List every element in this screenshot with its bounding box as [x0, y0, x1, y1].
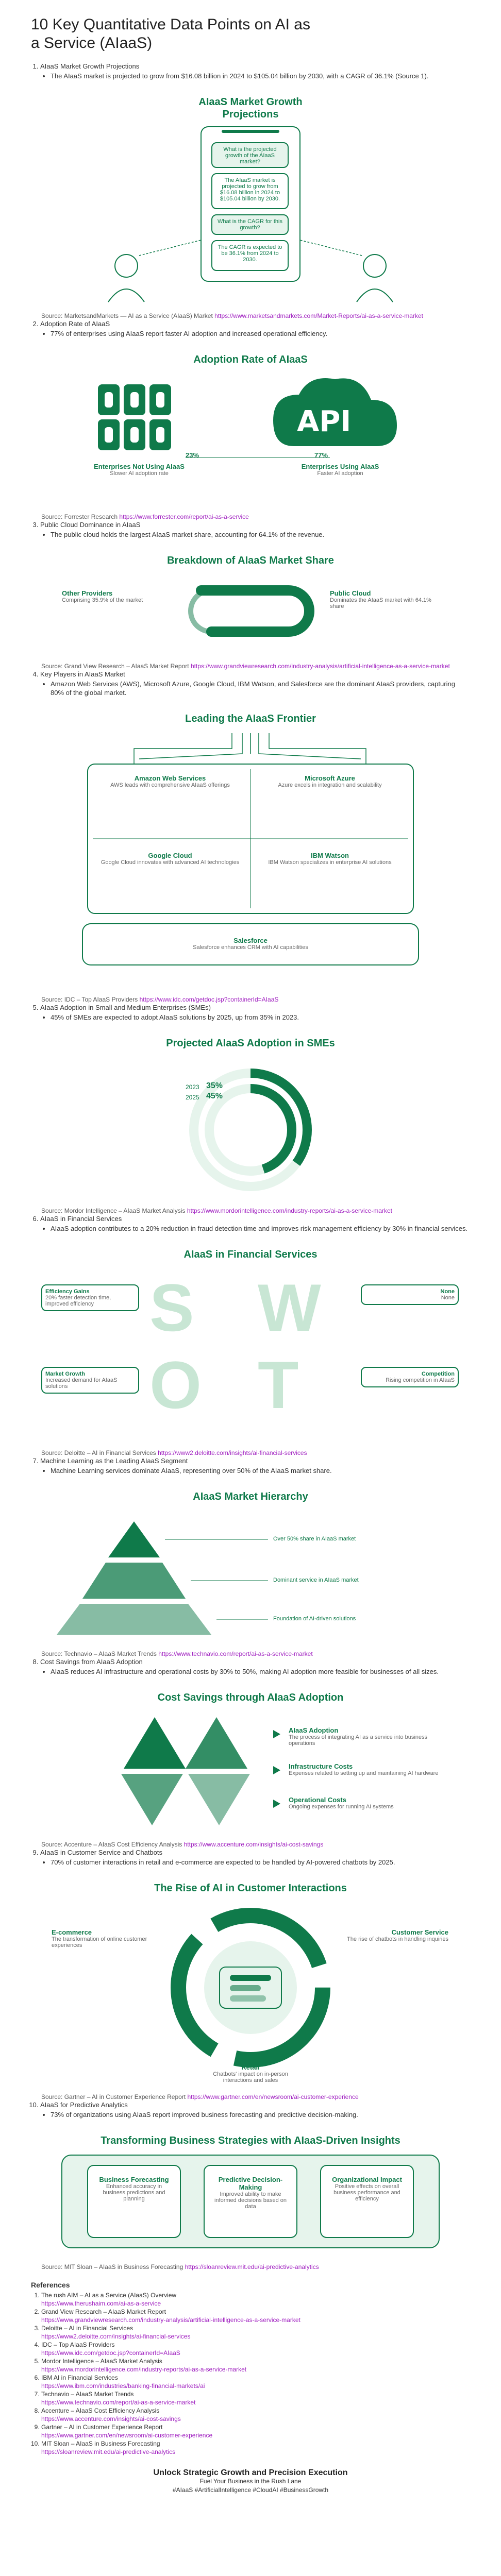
ig1-question-1: What is the projected growth of the AIaaS market?	[211, 142, 289, 168]
ig6-opportunities: Market Growth Increased demand for AIaaS solutions	[41, 1367, 139, 1394]
ig1-answer-2: The CAGR is expected to be 36.1% from 2024 to 2030.	[211, 240, 289, 271]
ig9-right: Customer Service The rise of chatbots in handling inquiries	[347, 1928, 448, 1942]
ig7-level-2: Dominant service in AIaaS market	[273, 1577, 359, 1583]
footer-line-2: #AIaaS #ArtificialIntelligence #CloudAI #BusinessGrowth	[172, 2486, 329, 2494]
reference-link[interactable]: https://www.ibm.com/industries/banking-financial-markets/ai	[41, 2382, 205, 2389]
list-item	[40, 1456, 470, 1475]
ig4-item-azure: Microsoft Azure Azure excels in integration and scalability	[278, 774, 382, 788]
source-link-4[interactable]: https://www.idc.com/getdoc.jsp?containerId=AIaaS	[139, 996, 279, 1003]
ig4-item-google: Google Cloud Google Cloud innovates with advanced AI technologies	[101, 852, 240, 866]
footer-line-1: Fuel Your Business in the Rush Lane	[199, 2478, 302, 2485]
reference-item	[41, 2324, 470, 2341]
list-item	[40, 1003, 470, 1022]
source-9: Source: Gartner – AI in Customer Experience Report https://www.gartner.com/en/newsroom/ai-customer-experience	[41, 2093, 359, 2100]
ig3-left: Other Providers Comprising 35.9% of the market	[62, 589, 143, 603]
ig7-pyramid	[31, 1480, 470, 1645]
ig10-title: Transforming Business Strategies with AIaaS-Driven Insights	[101, 2135, 400, 2146]
ig8-illustration	[31, 1681, 470, 1836]
infographic-customer-interactions	[31, 1872, 470, 2088]
source-link-9[interactable]: https://www.gartner.com/en/newsroom/ai-customer-experience	[187, 2093, 359, 2100]
reference-link[interactable]: https://www2.deloitte.com/insights/ai-financial-services	[41, 2333, 191, 2340]
ig1-title-1: AIaaS Market Growth	[198, 96, 303, 108]
infographic-frontier	[31, 702, 470, 991]
point-heading: Key Players in AIaaS Market	[40, 670, 125, 678]
reference-label: Mordor Intelligence – AIaaS Market Analysis	[41, 2358, 162, 2365]
ig5-title: Projected AIaaS Adoption in SMEs	[166, 1038, 335, 1049]
ig8-item-adoption: AIaaS Adoption The process of integrating AI as a service into business operations	[289, 1726, 428, 1747]
ig5-pct-2023: 35%	[206, 1081, 223, 1090]
reference-item	[41, 2341, 470, 2357]
source-3: Source: Grand View Research – AIaaS Market Report https://www.grandviewresearch.com/industry-analysis/artificial-intelligence-as-a-service-market	[41, 663, 450, 670]
ig9-title: The Rise of AI in Customer Interactions	[154, 1883, 347, 1894]
point-heading: Public Cloud Dominance in AIaaS	[40, 521, 141, 529]
ig5-pct-2025: 45%	[206, 1092, 223, 1100]
ig9-left: E-commerce The transformation of online customer experiences	[52, 1928, 147, 1948]
ig7-level-1: Over 50% share in AIaaS market	[273, 1536, 356, 1542]
ig5-year-2023: 2023	[186, 1083, 199, 1091]
ig10-item-forecasting: Business Forecasting Enhanced accuracy in business predictions and planning	[99, 2176, 169, 2202]
points-list	[31, 1848, 470, 1867]
point-heading: AIaaS for Predictive Analytics	[40, 2101, 128, 2109]
reference-label: IDC – Top AIaaS Providers	[41, 2341, 115, 2348]
reference-label: IBM AI in Financial Services	[41, 2374, 118, 2381]
source-link-1[interactable]: https://www.marketsandmarkets.com/Market-Reports/ai-as-a-service-market	[214, 312, 423, 319]
ig4-item-salesforce: Salesforce Salesforce enhances CRM with AI capabilities	[193, 937, 308, 951]
list-item	[40, 62, 470, 80]
ig8-title: Cost Savings through AIaaS Adoption	[157, 1692, 344, 1703]
ig6-letter-t: T	[258, 1347, 299, 1422]
ig6-threats: Competition Rising competition in AIaaS	[361, 1367, 459, 1387]
footer-title: Unlock Strategic Growth and Precision Execution	[153, 2468, 348, 2477]
point-heading: Cost Savings from AIaaS Adoption	[40, 1658, 143, 1666]
reference-label: MIT Sloan – AIaaS in Business Forecasting	[41, 2440, 160, 2447]
infographic-market-share	[31, 544, 470, 657]
reference-label: Accenture – AIaaS Cost Efficiency Analysis	[41, 2407, 160, 2414]
reference-link[interactable]: https://www.accenture.com/insights/ai-cost-savings	[41, 2415, 181, 2422]
reference-label: Technavio – AIaaS Market Trends	[41, 2391, 134, 2398]
point-detail: • 70% of customer interactions in retail and e-commerce are expected to be handled by AI-powered chatbots by 2025.	[51, 1858, 470, 1867]
source-10: Source: MIT Sloan – AIaaS in Business Forecasting https://sloanreview.mit.edu/ai-predictive-analytics	[41, 2263, 319, 2270]
point-detail: • Machine Learning services dominate AIaaS, representing over 50% of the AIaaS market share.	[51, 1466, 470, 1475]
references-list	[31, 2291, 470, 2456]
infographic-business-strategies	[31, 2124, 470, 2258]
ig6-weaknesses: None None	[361, 1284, 459, 1305]
ig8-item-infrastructure: Infrastructure Costs Expenses related to setting up and maintaining AI hardware	[289, 1762, 439, 1776]
references-title: References	[31, 2281, 70, 2289]
reference-item	[41, 2406, 470, 2423]
point-heading: AIaaS in Financial Services	[40, 1215, 122, 1223]
point-detail: • 77% of enterprises using AIaaS report faster AI adoption and increased operational efficiency.	[51, 329, 470, 338]
reference-link[interactable]: https://www.therushaim.com/ai-as-a-service	[41, 2300, 161, 2307]
source-4: Source: IDC – Top AIaaS Providers https://www.idc.com/getdoc.jsp?containerId=AIaaS	[41, 996, 279, 1003]
reference-item	[41, 2357, 470, 2374]
source-link-8[interactable]: https://www.accenture.com/insights/ai-cost-savings	[183, 1841, 324, 1848]
infographic-sme-adoption	[31, 1027, 470, 1202]
points-list	[31, 670, 470, 697]
point-heading: AIaaS Adoption in Small and Medium Enterprises (SMEs)	[40, 1004, 211, 1011]
source-6: Source: Deloitte – AI in Financial Services https://www2.deloitte.com/insights/ai-financial-services	[41, 1449, 307, 1456]
reference-link[interactable]: https://sloanreview.mit.edu/ai-predictive-analytics	[41, 2448, 176, 2455]
list-item	[40, 670, 470, 697]
point-detail: • Amazon Web Services (AWS), Microsoft Azure, Google Cloud, IBM Watson, and Salesforce are the dominant AIaaS providers, capturing 80% of the global market.	[51, 680, 470, 697]
source-2: Source: Forrester Research https://www.forrester.com/report/ai-as-a-service	[41, 513, 249, 520]
reference-link[interactable]: https://www.grandviewresearch.com/industry-analysis/artificial-intelligence-as-a-service-market	[41, 2316, 300, 2324]
reference-item	[41, 2390, 470, 2406]
ig6-letter-o: O	[149, 1347, 202, 1422]
source-link-10[interactable]: https://sloanreview.mit.edu/ai-predictive-analytics	[185, 2263, 319, 2270]
ig2-illustration	[31, 343, 470, 508]
ig6-strengths: Efficiency Gains 20% faster detection time, improved efficiency	[41, 1284, 139, 1311]
ig7-title: AIaaS Market Hierarchy	[193, 1491, 308, 1502]
points-list	[31, 520, 470, 539]
ig1-title-2: Projections	[222, 109, 279, 120]
source-link-6[interactable]: https://www2.deloitte.com/insights/ai-financial-services	[158, 1449, 307, 1456]
infographic-swot	[31, 1238, 470, 1444]
footer	[31, 2468, 470, 2495]
reference-item	[41, 2423, 470, 2439]
ig9-bottom: Retail Chatbots' impact on in-person interactions and sales	[213, 2063, 288, 2083]
ig2-title: Adoption Rate of AIaaS	[193, 354, 308, 365]
ig2-left-label: Enterprises Not Using AIaaS Slower AI adoption rate	[94, 463, 185, 477]
ig7-level-3: Foundation of AI-driven solutions	[273, 1616, 356, 1622]
infographic-market-growth	[31, 86, 470, 307]
point-heading: AIaaS Market Growth Projections	[40, 62, 140, 70]
reference-item	[41, 2291, 470, 2308]
ig3-right: Public Cloud Dominates the AIaaS market with 64.1% share	[330, 589, 431, 609]
points-list	[31, 2100, 470, 2119]
reference-item	[41, 2439, 470, 2456]
points-list	[31, 1657, 470, 1676]
reference-link[interactable]: https://www.idc.com/getdoc.jsp?containerId=AIaaS	[41, 2349, 180, 2357]
list-item	[40, 520, 470, 539]
point-detail: • 45% of SMEs are expected to adopt AIaaS solutions by 2025, up from 35% in 2023.	[51, 1013, 470, 1022]
ig1-question-2: What is the CAGR for this growth?	[211, 214, 289, 235]
source-7: Source: Technavio – AIaaS Market Trends https://www.technavio.com/report/ai-as-a-service-market	[41, 1650, 313, 1657]
reference-item	[41, 2374, 470, 2390]
reference-link[interactable]: https://www.gartner.com/en/newsroom/ai-customer-experience	[41, 2432, 213, 2439]
ig6-letter-w: W	[258, 1270, 321, 1345]
list-item	[40, 2100, 470, 2119]
reference-label: Deloitte – AI in Financial Services	[41, 2325, 133, 2332]
point-detail: • 73% of organizations using AIaaS report improved business forecasting and predictive decision-making.	[51, 2110, 470, 2119]
point-heading: AIaaS in Customer Service and Chatbots	[40, 1849, 163, 1856]
list-item	[40, 1214, 470, 1233]
page-title: 10 Key Quantitative Data Points on AI as a Service (AIaaS)	[31, 16, 310, 52]
reference-item	[41, 2308, 470, 2324]
ig2-api-text: API	[297, 405, 352, 438]
ig4-item-aws: Amazon Web Services AWS leads with comprehensive AIaaS offerings	[110, 774, 230, 788]
ig10-item-decision: Predictive Decision-Making Improved ability to make informed decisions based on data	[214, 2176, 287, 2210]
points-list	[31, 319, 470, 338]
list-item	[40, 1848, 470, 1867]
points-list	[31, 62, 470, 80]
source-8: Source: Accenture – AIaaS Cost Efficiency Analysis https://www.accenture.com/insights/ai-cost-savings	[41, 1841, 324, 1848]
ig5-radial-chart	[31, 1027, 470, 1202]
infographic-cost-savings	[31, 1681, 470, 1836]
list-item	[40, 319, 470, 338]
ig5-year-2025: 2025	[186, 1094, 199, 1101]
point-detail: • AIaaS adoption contributes to a 20% reduction in fraud detection time and improves risk management efficiency by 30% in financial services.	[51, 1224, 470, 1233]
source-link-5[interactable]: https://www.mordorintelligence.com/industry-reports/ai-as-a-service-market	[187, 1207, 392, 1214]
reference-label: The rush AIM – AI as a Service (AIaaS) Overview	[41, 2292, 177, 2299]
ig3-title: Breakdown of AIaaS Market Share	[167, 555, 334, 566]
ig9-cycle	[31, 1872, 470, 2088]
reference-link[interactable]: https://www.technavio.com/report/ai-as-a-service-market	[41, 2399, 196, 2406]
ig6-letter-s: S	[149, 1270, 194, 1345]
source-link-2[interactable]: https://www.forrester.com/report/ai-as-a-service	[119, 513, 249, 520]
points-list	[31, 1214, 470, 1233]
point-detail: • The public cloud holds the largest AIaaS market share, accounting for 64.1% of the revenue.	[51, 530, 470, 539]
point-detail: • The AIaaS market is projected to grow from $16.08 billion in 2024 to $105.04 billion by 2030, with a CAGR of 36.1% (Source 1).	[51, 72, 470, 80]
points-list	[31, 1003, 470, 1022]
reference-label: Gartner – AI in Customer Experience Report	[41, 2424, 163, 2431]
source-1: Source: MarketsandMarkets — AI as a Service (AIaaS) Market https://www.marketsandmarkets.com/Market-Reports/ai-as-a-service-market	[41, 312, 423, 319]
points-list	[31, 1456, 470, 1475]
point-heading: Adoption Rate of AIaaS	[40, 320, 110, 328]
ig8-item-operational: Operational Costs Ongoing expenses for running AI systems	[289, 1796, 394, 1810]
source-5: Source: Mordor Intelligence – AIaaS Market Analysis https://www.mordorintelligence.com/industry-reports/ai-as-a-service-market	[41, 1207, 392, 1214]
reference-label: Grand View Research – AIaaS Market Report	[41, 2308, 166, 2315]
ig4-item-ibm: IBM Watson IBM Watson specializes in enterprise AI solutions	[268, 852, 392, 866]
source-link-3[interactable]: https://www.grandviewresearch.com/industry-analysis/artificial-intelligence-as-a-service-market	[190, 663, 450, 670]
point-heading: Machine Learning as the Leading AIaaS Segment	[40, 1457, 188, 1465]
infographic-adoption-rate	[31, 343, 470, 508]
ig2-left-pct: 23%	[186, 451, 199, 459]
reference-link[interactable]: https://www.mordorintelligence.com/industry-reports/ai-as-a-service-market	[41, 2366, 247, 2373]
ig2-right-pct: 77%	[314, 451, 328, 459]
ig6-title: AIaaS in Financial Services	[183, 1249, 318, 1260]
ig1-answer-1: The AIaaS market is projected to grow from $16.08 billion in 2024 to $105.04 billion by 2030.	[211, 173, 289, 209]
ig4-title: Leading the AIaaS Frontier	[185, 713, 316, 724]
references-section	[31, 2281, 470, 2456]
point-detail: • AIaaS reduces AI infrastructure and operational costs by 30% to 50%, making AI adoption more feasible for businesses of all sizes.	[51, 1667, 470, 1676]
list-item	[40, 1657, 470, 1676]
source-link-7[interactable]: https://www.technavio.com/report/ai-as-a-service-market	[158, 1650, 313, 1657]
infographic-hierarchy	[31, 1480, 470, 1645]
ig2-right-label: Enterprises Using AIaaS Faster AI adoption	[301, 463, 379, 477]
ig10-item-impact: Organizational Impact Positive effects on overall business performance and efficiency	[332, 2176, 402, 2202]
